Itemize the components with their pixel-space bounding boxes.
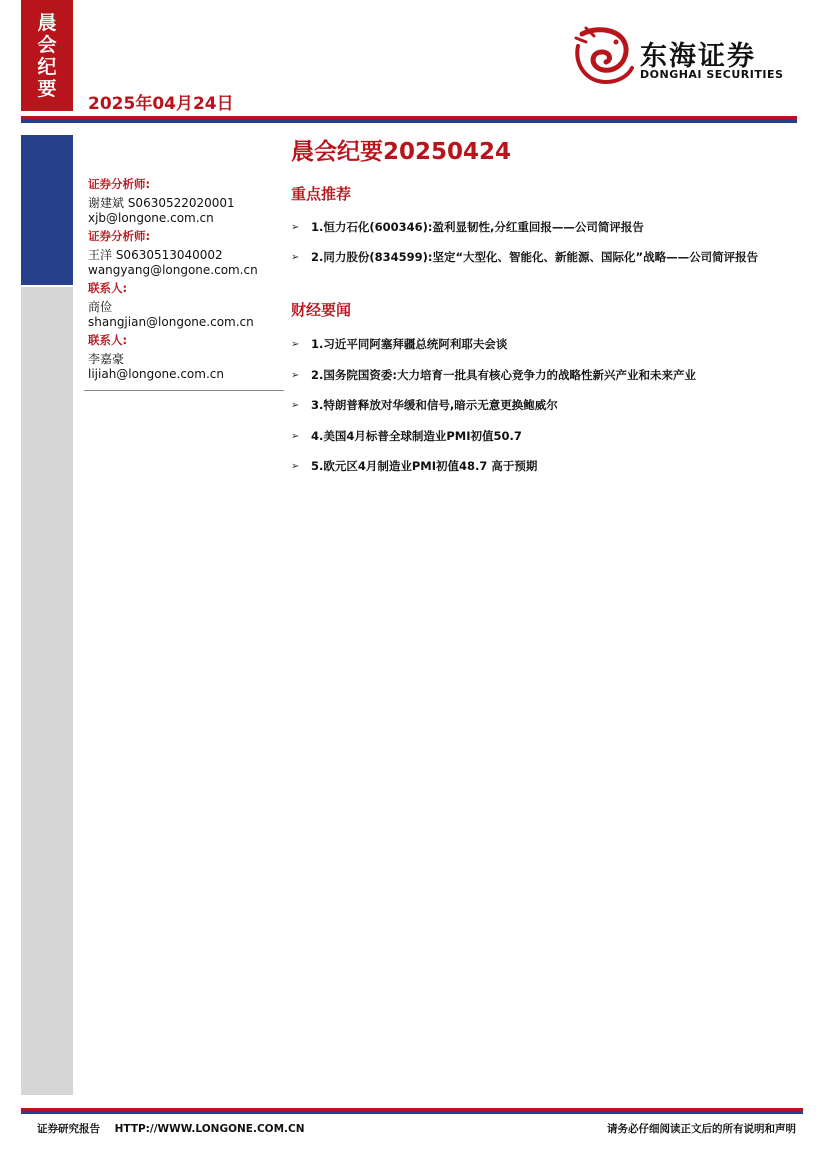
- list-item[interactable]: [291, 396, 801, 415]
- list-item[interactable]: [291, 457, 801, 476]
- bullet-arrow-icon: ➢: [291, 431, 300, 442]
- tab-char: 纪: [37, 56, 57, 78]
- report-date: 2025年04月24日: [88, 94, 234, 114]
- list-item-text: 3.特朗普释放对华缓和信号,暗示无意更换鲍威尔: [311, 398, 558, 412]
- sidebar-grey-block: [21, 287, 73, 1095]
- analyst-name-id: 谢建斌 S0630522020001: [88, 196, 235, 210]
- list-item[interactable]: [291, 248, 801, 267]
- company-name-en: DONGHAI SECURITIES: [640, 68, 784, 81]
- bullet-arrow-icon: ➢: [291, 252, 300, 263]
- page-title: 晨会纪要20250424: [291, 139, 512, 165]
- analyst-email[interactable]: xjb@longone.com.cn: [88, 211, 214, 225]
- analyst-email[interactable]: wangyang@longone.com.cn: [88, 263, 258, 277]
- dragon-logo-icon: [572, 24, 636, 86]
- list-item-text: 1.恒力石化(600346):盈利显韧性,分红重回报——公司简评报告: [311, 220, 644, 234]
- tab-char: 要: [37, 78, 57, 100]
- company-name-cn: 东海证券: [640, 41, 756, 72]
- contact-email[interactable]: lijiah@longone.com.cn: [88, 367, 224, 381]
- list-item-text: 2.同力股份(834599):坚定“大型化、智能化、新能源、国际化”战略——公司简评报告: [311, 250, 759, 264]
- footer-disclaimer: 请务必仔细阅读正文后的所有说明和声明: [607, 1123, 796, 1135]
- bullet-arrow-icon: ➢: [291, 400, 300, 411]
- list-item-text: 4.美国4月标普全球制造业PMI初值50.7: [311, 429, 522, 443]
- section-heading: 重点推荐: [291, 185, 352, 203]
- list-item-text: 5.欧元区4月制造业PMI初值48.7 高于预期: [311, 459, 538, 473]
- analyst-label: 证券分析师:: [88, 229, 151, 243]
- contact-label: 联系人:: [88, 333, 128, 347]
- tab-char: 会: [37, 34, 57, 56]
- footer-divider-blue: [21, 1111, 803, 1114]
- list-item[interactable]: [291, 427, 801, 446]
- bullet-arrow-icon: ➢: [291, 370, 300, 381]
- header-divider-blue: [21, 119, 797, 123]
- analyst-label: 证券分析师:: [88, 177, 151, 191]
- contact-label: 联系人:: [88, 281, 128, 295]
- report-type-tab: [21, 0, 73, 111]
- section-heading: 财经要闻: [291, 301, 352, 319]
- analyst-name-id: 王洋 S0630513040002: [88, 248, 223, 262]
- bullet-arrow-icon: ➢: [291, 339, 300, 350]
- contact-name: 商俭: [88, 300, 113, 314]
- bullet-arrow-icon: ➢: [291, 222, 300, 233]
- sidebar-divider: [84, 390, 284, 391]
- list-item[interactable]: [291, 366, 801, 385]
- contact-email[interactable]: shangjian@longone.com.cn: [88, 315, 254, 329]
- contact-name: 李嘉豪: [88, 352, 125, 366]
- list-item-text: 1.习近平同阿塞拜疆总统阿利耶夫会谈: [311, 337, 508, 351]
- list-item[interactable]: [291, 335, 801, 354]
- bullet-arrow-icon: ➢: [291, 461, 300, 472]
- sidebar-blue-block: [21, 135, 73, 285]
- footer-left-text[interactable]: 证券研究报告 HTTP://WWW.LONGONE.COM.CN: [37, 1123, 305, 1135]
- tab-char: 晨: [37, 12, 57, 34]
- list-item-text: 2.国务院国资委:大力培育一批具有核心竞争力的战略性新兴产业和未来产业: [311, 368, 696, 382]
- list-item[interactable]: [291, 218, 801, 237]
